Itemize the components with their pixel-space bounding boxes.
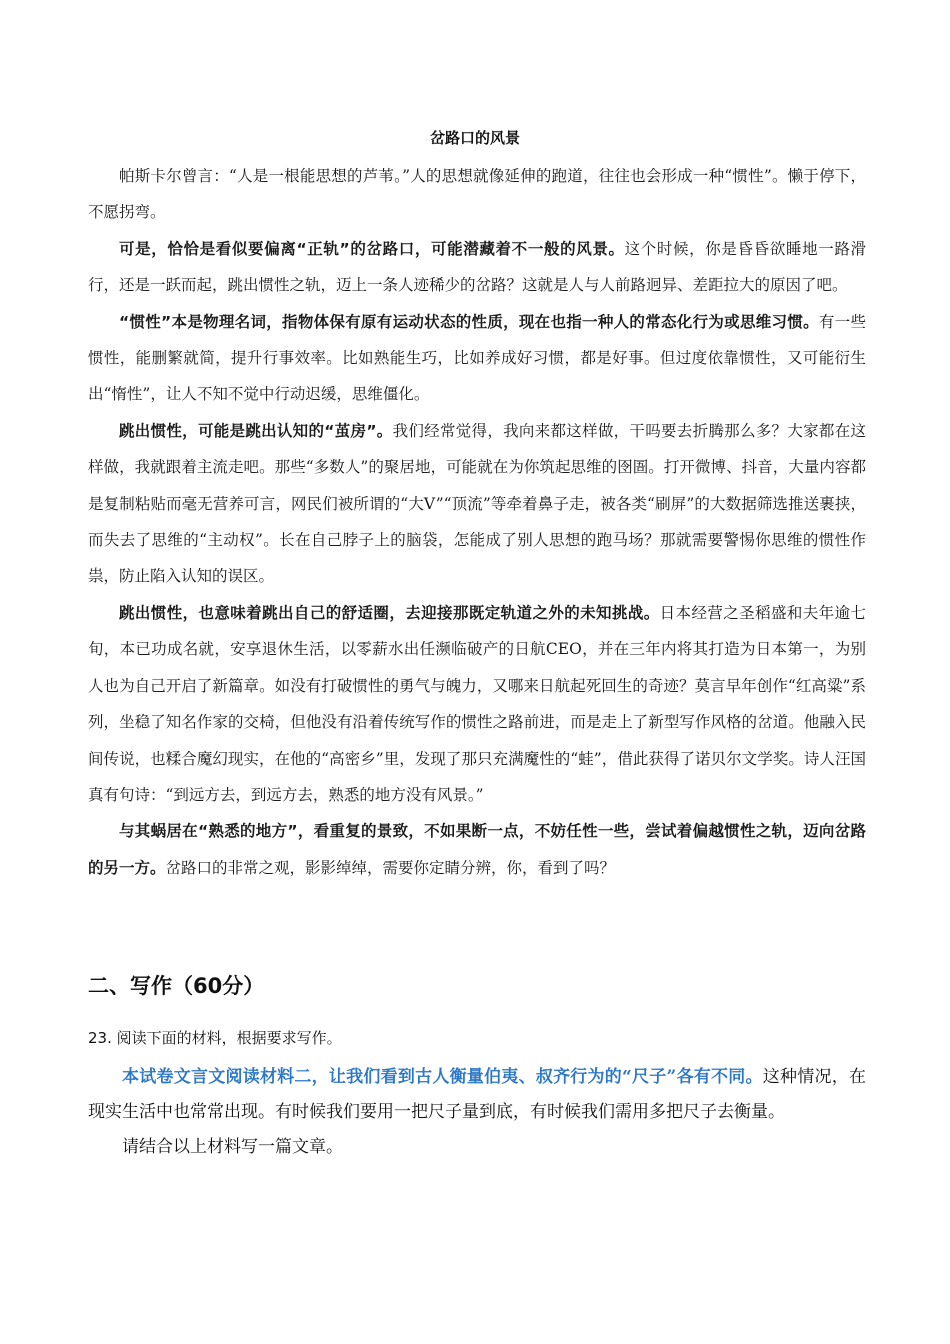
essay-thesis-bold: “惯性”本是物理名词，指物体保有原有运动状态的性质，现在也指一种人的常态化行为或思维习惯。 <box>119 312 819 331</box>
essay-paragraph <box>88 813 866 886</box>
essay-paragraph <box>88 304 866 413</box>
essay-thesis-bold: 跳出惯性，可能是跳出认知的“茧房”。 <box>119 421 393 440</box>
essay-text: 日本经营之圣稻盛和夫年逾七旬，本已功成名就，安享退休生活，以零薪水出任濒临破产的日航CEO，并在三年内将其打造为日本第一，为别人也为自己开启了新篇章。如没有打破惯性的勇气与魄力，又哪来日航起死回生的奇迹？莫言早年创作“红高粱”系列，坐稳了知名作家的交椅，但他没有沿着传统写作的惯性之路前进，而是走上了新型写作风格的岔道。他融入民间传说，也糅合魔幻现实，在他的“高密乡”里，发现了那只充满魔性的“蛙”，借此获得了诺贝尔文学奖。诗人汪国真有句诗：“到远方去，到远方去，熟悉的地方没有风景。” <box>88 603 866 804</box>
essay-text: 岔路口的非常之观，影影绰绰，需要你定睛分辨，你，看到了吗？ <box>165 858 616 877</box>
question-prompt: 23. 阅读下面的材料，根据要求写作。 <box>88 1029 342 1047</box>
instruction-paragraph: 请结合以上材料写一篇文章。 <box>122 1137 343 1157</box>
essay-text: 这个时候，你是昏昏欲睡地一路滑行，还是一跃而起，跳出惯性之轨，迈上一条人迹稀少的岔路？这就是人与人前路迥异、差距拉大的原因了吧。 <box>88 239 866 295</box>
material-paragraph <box>88 1060 866 1130</box>
material-text: 这种情况，在现实生活中也常常出现。有时候我们要用一把尺子量到底，有时候我们需用多把尺子去衡量。 <box>88 1067 866 1122</box>
writing-material <box>88 1060 866 1165</box>
essay-text: 我们经常觉得，我向来都这样做，干吗要去折腾那么多？大家都在这样做，我就跟着主流走吧。那些“多数人”的聚居地，可能就在为你筑起思维的囹圄。打开微博、抖音，大量内容都是复制粘贴而毫无营养可言，网民们被所谓的“大V”“顶流”等牵着鼻子走，被各类“刷屏”的大数据筛选推送裹挟，而失去了思维的“主动权”。长在自己脖子上的脑袋，怎能成了别人思想的跑马场？那就需要警惕你思维的惯性作祟，防止陷入认知的误区。 <box>88 421 866 586</box>
essay-paragraph <box>88 158 866 231</box>
essay-paragraph <box>88 231 866 304</box>
essay-thesis-bold: 可是，恰恰是看似要偏离“正轨”的岔路口，可能潜藏着不一般的风景。 <box>119 239 625 258</box>
section-heading: 二、写作（60分） <box>88 974 265 998</box>
essay-thesis-bold: 与其蜗居在“熟悉的地方”，看重复的景致，不如果断一点，不妨任性一些，尝试着偏越惯性之轨，迈向岔路的另一方。 <box>88 822 866 877</box>
essay-text: 有一些惯性，能删繁就简，提升行事效率。比如熟能生巧，比如养成好习惯，都是好事。但过度依靠惯性，又可能衍生出“惰性”，让人不知不觉中行动迟缓，思维僵化。 <box>88 312 866 404</box>
essay-paragraph <box>88 595 866 813</box>
essay-title: 岔路口的风景 <box>429 129 520 147</box>
material-highlight: 本试卷文言文阅读材料二，让我们看到古人衡量伯夷、叔齐行为的“尺子”各有不同。 <box>122 1067 763 1087</box>
essay-thesis-bold: 跳出惯性，也意味着跳出自己的舒适圈，去迎接那既定轨道之外的未知挑战。 <box>119 603 660 622</box>
essay-body <box>88 158 866 886</box>
essay-text: 帕斯卡尔曾言：“人是一根能思想的芦苇。”人的思想就像延伸的跑道，往往也会形成一种“惯性”。懒于停下，不愿拐弯。 <box>88 167 866 222</box>
essay-paragraph <box>88 413 866 595</box>
